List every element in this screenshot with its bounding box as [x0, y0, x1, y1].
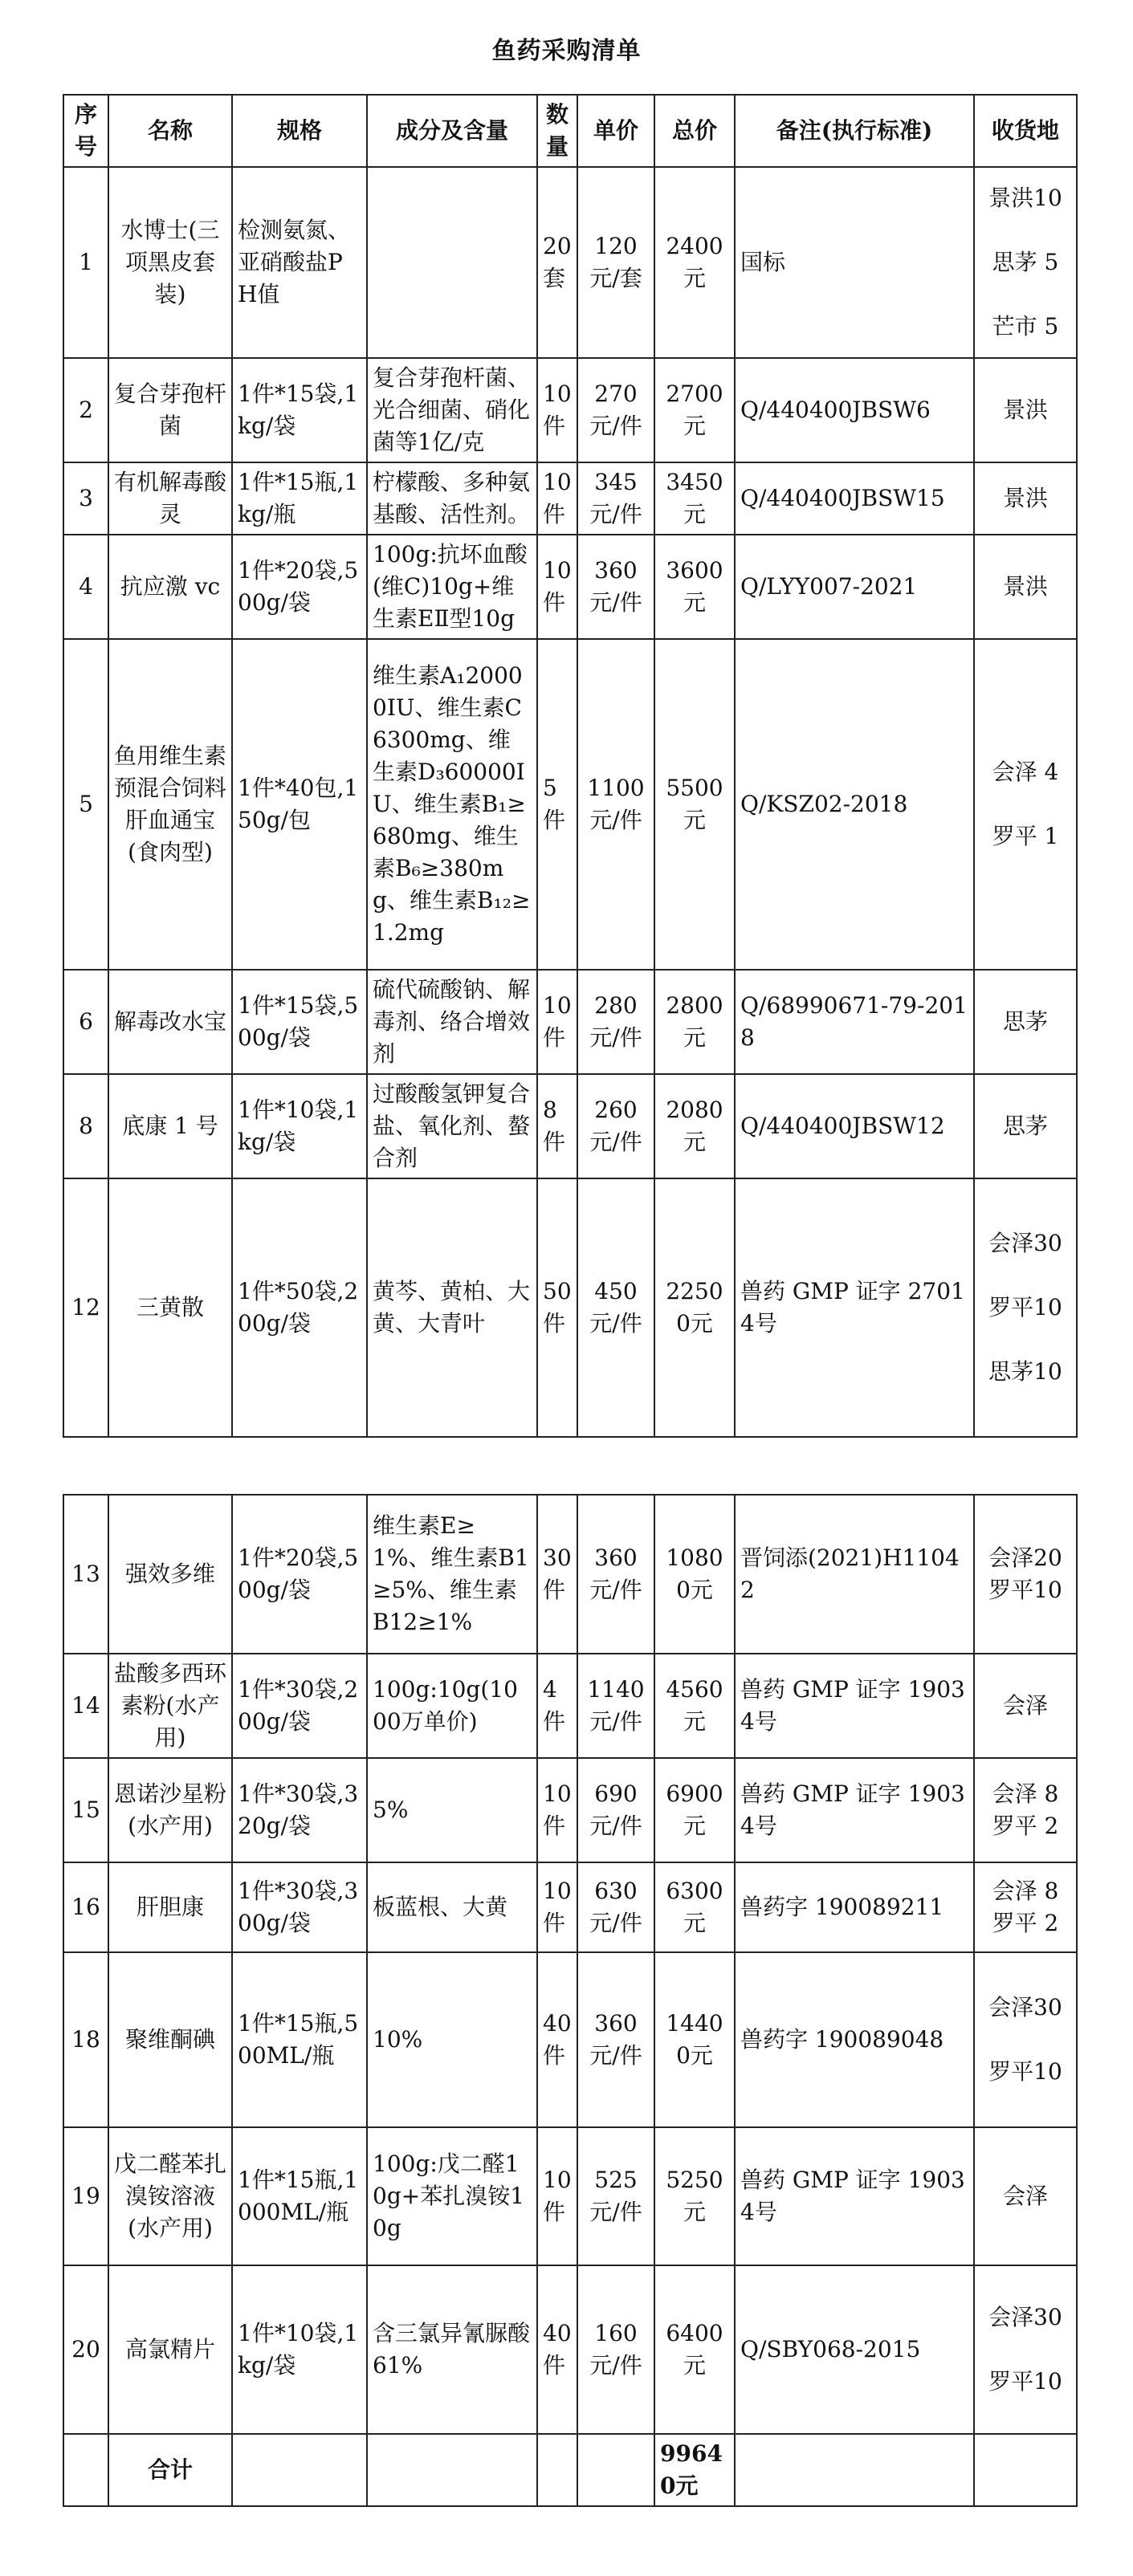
product-unit-price: 160元/件 [577, 2265, 654, 2434]
product-remark: Q/440400JBSW12 [735, 1074, 974, 1178]
product-ingredients: 100g:抗坏血酸(维C)10g+维生素EⅡ型10g [367, 535, 537, 639]
receive-location [974, 1758, 1077, 1862]
product-qty: 30件 [537, 1495, 577, 1654]
product-name: 聚维酮碘 [108, 1952, 232, 2127]
total-amount: 99640元 [654, 2434, 735, 2506]
product-total: 2700元 [654, 358, 735, 462]
product-remark: Q/SBY068-2015 [735, 2265, 974, 2434]
receive-location-entry: 景洪 [1002, 573, 1048, 600]
product-name: 戊二醛苯扎溴铵溶液(水产用) [108, 2127, 232, 2265]
product-spec: 检测氨氮、亚硝酸盐PH值 [232, 167, 367, 358]
receive-location [974, 462, 1077, 535]
product-spec: 1件*15瓶,1000ML/瓶 [232, 2127, 367, 2265]
product-ingredients: 100g:戊二醛10g+苯扎溴铵10g [367, 2127, 537, 2265]
product-qty: 10件 [537, 2127, 577, 2265]
product-name: 鱼用维生素预混合饲料肝血通宝(食肉型) [108, 639, 232, 970]
row-number: 2 [63, 358, 108, 462]
product-name: 恩诺沙星粉(水产用) [108, 1758, 232, 1862]
receive-location-entry: 罗平 1 [992, 823, 1059, 849]
receive-location-entry: 罗平 2 [992, 1813, 1059, 1839]
product-unit-price: 360元/件 [577, 1495, 654, 1654]
total-ingredients-cell [367, 2434, 537, 2506]
product-spec: 1件*10袋,1kg/袋 [232, 1074, 367, 1178]
receive-location-entry: 会泽20 [988, 1544, 1062, 1571]
receive-location [974, 2127, 1077, 2265]
total-qty-cell [537, 2434, 577, 2506]
page-title: 鱼药采购清单 [491, 37, 642, 65]
receive-location [974, 167, 1077, 358]
header-remark: 备注(执行标准) [735, 95, 974, 167]
receive-location-entry: 思茅 [1002, 1008, 1048, 1035]
product-remark: 兽药 GMP 证字 19034号 [735, 1758, 974, 1862]
product-remark: Q/KSZ02-2018 [735, 639, 974, 970]
receive-location-entry: 罗平 2 [992, 1910, 1059, 1936]
product-spec: 1件*10袋,1kg/袋 [232, 2265, 367, 2434]
product-qty: 10件 [537, 358, 577, 462]
table-row [63, 1495, 1077, 1654]
receive-location-entry: 会泽 [1002, 2183, 1048, 2209]
receive-location [974, 1178, 1077, 1437]
product-total: 3600元 [654, 535, 735, 639]
row-number: 8 [63, 1074, 108, 1178]
row-number: 6 [63, 970, 108, 1074]
total-row [63, 2434, 1077, 2506]
product-qty: 40件 [537, 2265, 577, 2434]
receive-location-entry: 会泽30 [988, 1994, 1062, 2021]
receive-location [974, 2265, 1077, 2434]
receive-location-entry: 思茅10 [988, 1358, 1062, 1385]
product-unit-price: 120元/套 [577, 167, 654, 358]
total-unit-cell [577, 2434, 654, 2506]
receive-location-entry: 景洪 [1002, 485, 1048, 511]
product-qty: 50件 [537, 1178, 577, 1437]
receive-location [974, 535, 1077, 639]
product-total: 6400元 [654, 2265, 735, 2434]
table-row [63, 2127, 1077, 2265]
total-receive-cell [974, 2434, 1077, 2506]
product-qty: 40件 [537, 1952, 577, 2127]
table-header-row [63, 95, 1077, 167]
table-row [63, 535, 1077, 639]
product-total: 5500元 [654, 639, 735, 970]
receive-location [974, 1862, 1077, 1952]
product-unit-price: 525元/件 [577, 2127, 654, 2265]
row-number: 3 [63, 462, 108, 535]
product-ingredients [367, 167, 537, 358]
receive-location-entry: 会泽30 [988, 2304, 1062, 2330]
row-number: 20 [63, 2265, 108, 2434]
product-unit-price: 1140元/件 [577, 1654, 654, 1758]
product-unit-price: 260元/件 [577, 1074, 654, 1178]
product-remark: 兽药字 190089048 [735, 1952, 974, 2127]
row-number: 14 [63, 1654, 108, 1758]
product-spec: 1件*30袋,200g/袋 [232, 1654, 367, 1758]
purchase-table [63, 94, 1078, 1438]
table-body-2 [63, 1495, 1077, 2434]
product-spec: 1件*40包,150g/包 [232, 639, 367, 970]
product-ingredients: 100g:10g(1000万单价) [367, 1654, 537, 1758]
receive-location-entry: 会泽 [1002, 1692, 1048, 1719]
product-ingredients: 维生素E≥1%、维生素B1≥5%、维生素B12≥1% [367, 1495, 537, 1654]
product-spec: 1件*30袋,300g/袋 [232, 1862, 367, 1952]
product-qty: 10件 [537, 970, 577, 1074]
product-ingredients: 5% [367, 1758, 537, 1862]
row-number: 12 [63, 1178, 108, 1437]
header-ingredients: 成分及含量 [367, 95, 537, 167]
receive-location [974, 1952, 1077, 2127]
row-number: 15 [63, 1758, 108, 1862]
table-row [63, 1862, 1077, 1952]
table-row [63, 462, 1077, 535]
receive-location [974, 358, 1077, 462]
product-spec: 1件*30袋,320g/袋 [232, 1758, 367, 1862]
receive-location-entry: 会泽 4 [992, 759, 1059, 785]
table-row [63, 1178, 1077, 1437]
product-remark: Q/440400JBSW15 [735, 462, 974, 535]
table-row [63, 1758, 1077, 1862]
product-qty: 5件 [537, 639, 577, 970]
table-row [63, 970, 1077, 1074]
table-row [63, 1074, 1077, 1178]
product-remark: Q/LYY007-2021 [735, 535, 974, 639]
product-spec: 1件*15袋,500g/袋 [232, 970, 367, 1074]
product-remark: 兽药 GMP 证字 27014号 [735, 1178, 974, 1437]
total-remark-cell [735, 2434, 974, 2506]
product-unit-price: 630元/件 [577, 1862, 654, 1952]
product-remark: 兽药 GMP 证字 19034号 [735, 1654, 974, 1758]
receive-location-entry: 罗平10 [988, 1577, 1062, 1603]
receive-location [974, 1495, 1077, 1654]
product-unit-price: 1100元/件 [577, 639, 654, 970]
receive-location-entry: 会泽 8 [992, 1780, 1059, 1807]
product-ingredients: 含三氯异氰脲酸 61% [367, 2265, 537, 2434]
receive-location [974, 639, 1077, 970]
product-ingredients: 复合芽孢杆菌、光合细菌、硝化菌等1亿/克 [367, 358, 537, 462]
total-label: 合计 [108, 2434, 232, 2506]
product-name: 水博士(三项黑皮套装) [108, 167, 232, 358]
product-total: 22500元 [654, 1178, 735, 1437]
header-name: 名称 [108, 95, 232, 167]
header-spec: 规格 [232, 95, 367, 167]
receive-location [974, 1074, 1077, 1178]
product-spec: 1件*15袋,1kg/袋 [232, 358, 367, 462]
product-total: 3450元 [654, 462, 735, 535]
product-name: 高氯精片 [108, 2265, 232, 2434]
row-number: 4 [63, 535, 108, 639]
receive-location-entry: 芒市 5 [992, 313, 1059, 340]
total-no-cell [63, 2434, 108, 2506]
product-name: 抗应激 vc [108, 535, 232, 639]
product-name: 三黄散 [108, 1178, 232, 1437]
product-total: 5250元 [654, 2127, 735, 2265]
product-name: 有机解毒酸灵 [108, 462, 232, 535]
product-name: 复合芽孢杆菌 [108, 358, 232, 462]
product-total: 2080元 [654, 1074, 735, 1178]
product-total: 10800元 [654, 1495, 735, 1654]
product-qty: 10件 [537, 535, 577, 639]
product-total: 6900元 [654, 1758, 735, 1862]
product-name: 强效多维 [108, 1495, 232, 1654]
row-number: 5 [63, 639, 108, 970]
product-spec: 1件*20袋,500g/袋 [232, 535, 367, 639]
header-qty: 数量 [537, 95, 577, 167]
receive-location [974, 1654, 1077, 1758]
purchase-table-continued [63, 1494, 1078, 2507]
table-row [63, 358, 1077, 462]
receive-location-entry: 罗平10 [988, 2368, 1062, 2395]
product-remark: 兽药 GMP 证字 19034号 [735, 2127, 974, 2265]
product-unit-price: 270元/件 [577, 358, 654, 462]
product-ingredients: 黄芩、黄柏、大黄、大青叶 [367, 1178, 537, 1437]
header-unit-price: 单价 [577, 95, 654, 167]
product-remark: 兽药字 190089211 [735, 1862, 974, 1952]
total-spec-cell [232, 2434, 367, 2506]
row-number: 16 [63, 1862, 108, 1952]
product-unit-price: 690元/件 [577, 1758, 654, 1862]
product-ingredients: 板蓝根、大黄 [367, 1862, 537, 1952]
row-number: 18 [63, 1952, 108, 2127]
product-name: 肝胆康 [108, 1862, 232, 1952]
product-total: 4560元 [654, 1654, 735, 1758]
product-remark: 晋饲添(2021)H11042 [735, 1495, 974, 1654]
row-number: 19 [63, 2127, 108, 2265]
product-ingredients: 硫代硫酸钠、解毒剂、络合增效剂 [367, 970, 537, 1074]
product-spec: 1件*20袋,500g/袋 [232, 1495, 367, 1654]
product-qty: 10件 [537, 1758, 577, 1862]
product-spec: 1件*50袋,200g/袋 [232, 1178, 367, 1437]
product-total: 14400元 [654, 1952, 735, 2127]
table-row [63, 2265, 1077, 2434]
product-remark: Q/440400JBSW6 [735, 358, 974, 462]
receive-location [974, 970, 1077, 1074]
header-no: 序号 [63, 95, 108, 167]
receive-location-entry: 景洪10 [988, 185, 1062, 211]
product-total: 2800元 [654, 970, 735, 1074]
product-unit-price: 450元/件 [577, 1178, 654, 1437]
product-name: 底康 1 号 [108, 1074, 232, 1178]
product-remark: 国标 [735, 167, 974, 358]
table-row [63, 167, 1077, 358]
product-ingredients: 维生素A₁20000IU、维生素C 6300mg、维生素D₃60000IU、维生素B₁≥680mg、维生素B₆≥380mg、维生素B₁₂≥1.2mg [367, 639, 537, 970]
product-ingredients: 过酸酸氢钾复合盐、氧化剂、螯合剂 [367, 1074, 537, 1178]
table-body-1 [63, 167, 1077, 1437]
receive-location-entry: 罗平10 [988, 2058, 1062, 2085]
product-qty: 10件 [537, 462, 577, 535]
product-qty: 4件 [537, 1654, 577, 1758]
product-unit-price: 345元/件 [577, 462, 654, 535]
product-name: 盐酸多西环素粉(水产用) [108, 1654, 232, 1758]
product-spec: 1件*15瓶,500ML/瓶 [232, 1952, 367, 2127]
product-remark: Q/68990671-79-2018 [735, 970, 974, 1074]
row-number: 13 [63, 1495, 108, 1654]
receive-location-entry: 罗平10 [988, 1294, 1062, 1321]
receive-location-entry: 思茅 5 [992, 249, 1059, 275]
header-receive: 收货地 [974, 95, 1077, 167]
header-total: 总价 [654, 95, 735, 167]
product-total: 6300元 [654, 1862, 735, 1952]
receive-location-entry: 会泽 8 [992, 1878, 1059, 1904]
receive-location-entry: 思茅 [1002, 1113, 1048, 1139]
product-unit-price: 360元/件 [577, 535, 654, 639]
product-unit-price: 360元/件 [577, 1952, 654, 2127]
receive-location-entry: 景洪 [1002, 397, 1048, 423]
row-number: 1 [63, 167, 108, 358]
table-row [63, 639, 1077, 970]
product-qty: 10件 [537, 1862, 577, 1952]
product-name: 解毒改水宝 [108, 970, 232, 1074]
product-ingredients: 10% [367, 1952, 537, 2127]
table-row [63, 1654, 1077, 1758]
product-qty: 8件 [537, 1074, 577, 1178]
product-total: 2400元 [654, 167, 735, 358]
table-row [63, 1952, 1077, 2127]
receive-location-entry: 会泽30 [988, 1230, 1062, 1256]
product-qty: 20套 [537, 167, 577, 358]
product-unit-price: 280元/件 [577, 970, 654, 1074]
product-spec: 1件*15瓶,1kg/瓶 [232, 462, 367, 535]
product-ingredients: 柠檬酸、多种氨基酸、活性剂。 [367, 462, 537, 535]
